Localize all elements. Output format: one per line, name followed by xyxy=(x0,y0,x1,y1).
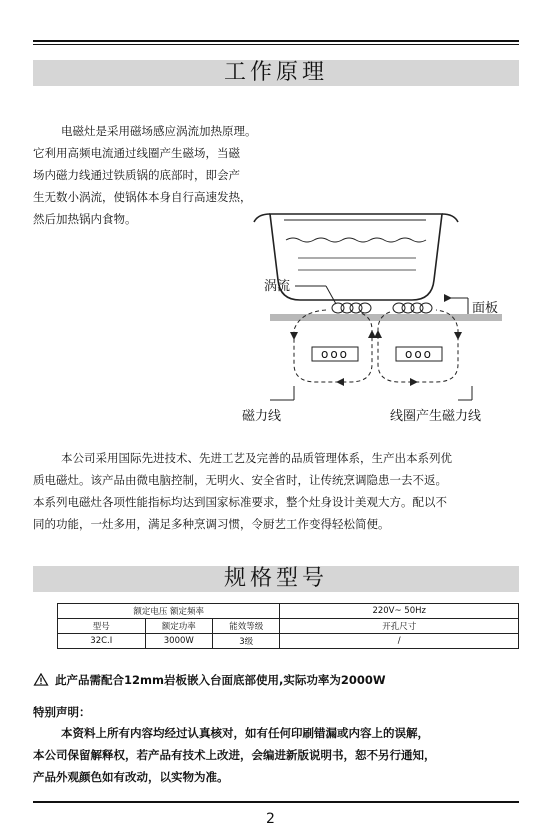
declaration-title: 特别声明： xyxy=(33,705,91,719)
cell-cutout-value: / xyxy=(280,634,519,649)
flow-arrow xyxy=(336,378,344,386)
label-panel: 面板 xyxy=(472,301,499,316)
section-title-specifications: 规格型号 xyxy=(33,566,519,592)
coil-box-right-text: ooo xyxy=(404,347,434,361)
page-number: 2 xyxy=(266,811,275,827)
usage-note-text: 此产品需配合12mm岩板嵌入台面底部使用,实际功率为2000W xyxy=(55,673,386,687)
pot-handle-left xyxy=(254,214,270,222)
flow-arrow xyxy=(454,332,462,340)
food-surface xyxy=(286,238,426,242)
eddy-coil-left xyxy=(332,303,371,313)
declaration-paragraph xyxy=(33,722,519,788)
eddy-coil-right xyxy=(393,303,432,313)
company-line: 质电磁灶。该产品由微电脑控制，无明火、安全省时，让传统烹调隐患一去不返。 xyxy=(33,473,447,487)
cooktop-panel xyxy=(270,314,502,321)
warning-icon xyxy=(33,673,49,686)
pot-handle-right xyxy=(442,214,458,222)
coil-box-left-text: ooo xyxy=(320,347,350,361)
declaration-line: 本资料上所有内容均经过认真核对，如有任何印刷错漏或内容上的误解， xyxy=(61,726,429,740)
cell-voltage-frequency-label: 额定电压 额定频率 xyxy=(58,604,280,619)
flow-arrow xyxy=(410,378,418,386)
cell-cutout-header: 开孔尺寸 xyxy=(280,619,519,634)
flow-arrow xyxy=(374,330,382,338)
cell-voltage-frequency-value: 220V~ 50Hz xyxy=(280,604,519,619)
cell-model-header: 型号 xyxy=(58,619,146,634)
intro-line: 它利用高频电流通过线圈产生磁场，当磁 xyxy=(33,146,240,160)
intro-line: 场内磁力线通过铁质锅的底部时，即会产 xyxy=(33,168,240,182)
usage-note xyxy=(33,672,386,688)
declaration-line: 本公司保留解释权，若产品有技术上改进，会编进新版说明书，恕不另行通知， xyxy=(33,748,436,762)
intro-line: 电磁灶是采用磁场感应涡流加热原理。 xyxy=(61,124,257,138)
flow-arrow xyxy=(290,332,298,340)
table-row xyxy=(58,634,519,649)
label-eddy: 涡流 xyxy=(264,279,291,294)
spec-table xyxy=(57,603,519,649)
intro-line: 然后加热锅内食物。 xyxy=(33,212,137,226)
induction-principle-diagram xyxy=(240,200,530,430)
bottom-rule xyxy=(33,801,519,803)
cell-model-value: 32C.I xyxy=(58,634,146,649)
table-row xyxy=(58,619,519,634)
top-rule-thick xyxy=(33,40,519,42)
cell-power-header: 额定功率 xyxy=(145,619,212,634)
company-paragraph xyxy=(33,447,519,535)
declaration-line: 产品外观颜色如有改动，以实物为准。 xyxy=(33,770,229,784)
top-rule-thin xyxy=(33,44,519,45)
table-row xyxy=(58,604,519,619)
cell-power-value: 3000W xyxy=(145,634,212,649)
pot-outline xyxy=(270,214,442,300)
label-magnetic-lines: 磁力线 xyxy=(242,409,282,424)
cell-efficiency-header: 能效等级 xyxy=(213,619,280,634)
company-line: 本系列电磁灶各项性能指标均达到国家标准要求，整个灶身设计美观大方。配以不 xyxy=(33,495,447,509)
label-coil-magnetic: 线圈产生磁力线 xyxy=(390,409,482,424)
company-line: 本公司采用国际先进技术、先进工艺及完善的品质管理体系，生产出本系列优 xyxy=(61,451,452,465)
leader-eddy xyxy=(326,286,336,304)
intro-line: 生无数小涡流，使锅体本身自行高速发热， xyxy=(33,190,252,204)
cell-efficiency-value: 3级 xyxy=(213,634,280,649)
section-title-working-principle: 工作原理 xyxy=(33,60,519,86)
company-line: 同的功能，一灶多用，满足多种烹调习惯，令厨艺工作变得轻松简便。 xyxy=(33,517,390,531)
